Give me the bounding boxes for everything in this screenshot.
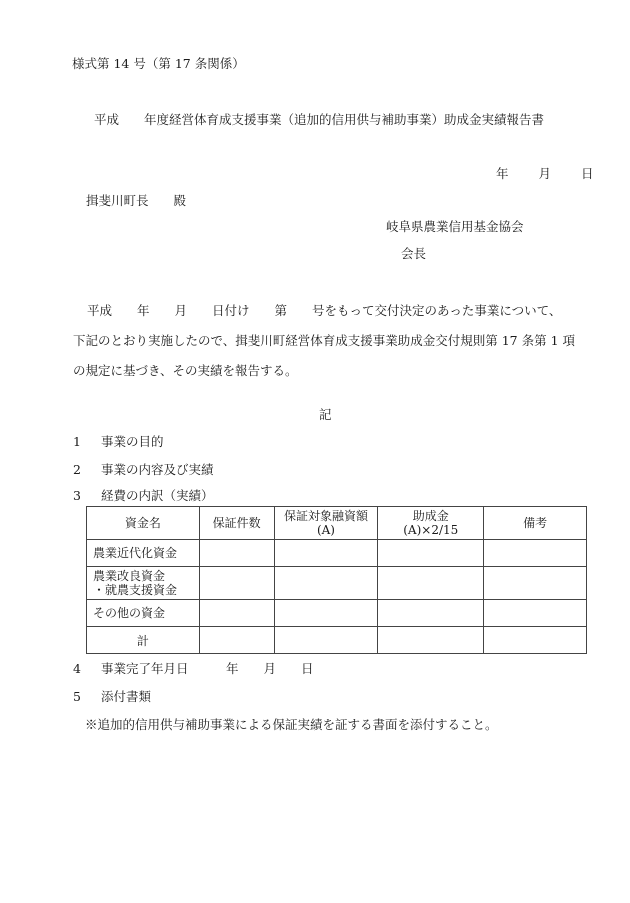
- item-cost-breakdown: [73, 486, 214, 504]
- recipient: 揖斐川町長 殿: [86, 193, 187, 208]
- row-label-line1: 農業改良資金: [93, 569, 166, 583]
- header-target-amount-line1: 保証対象融資額: [283, 509, 368, 523]
- item-number: 2: [73, 462, 81, 477]
- item-number: 1: [73, 434, 81, 449]
- total-label: 計: [87, 627, 200, 654]
- item-label: 添付書類: [101, 689, 152, 704]
- header-subsidy-line2: (A)×2/15: [403, 523, 459, 537]
- date-day: 日: [580, 166, 594, 181]
- item-purpose: [73, 432, 164, 450]
- header-target-amount: [274, 507, 378, 540]
- header-target-amount-line2: (A): [316, 523, 335, 537]
- subsidy-cell[interactable]: [378, 567, 484, 600]
- header-fund-name: 資金名: [87, 507, 200, 540]
- cost-breakdown-table: [86, 506, 587, 654]
- sender-organization: 岐阜県農業信用基金協会: [386, 219, 524, 234]
- row-label: その他の資金: [87, 600, 200, 627]
- header-guarantee-count: 保証件数: [199, 507, 274, 540]
- form-number: 様式第 14 号（第 17 条関係）: [72, 56, 245, 71]
- document-title: 平成 年度経営体育成支援事業（追加的信用供与補助事業）助成金実績報告書: [94, 112, 545, 127]
- guarantee-count-cell[interactable]: [199, 600, 274, 627]
- item-label: 事業完了年月日 年 月 日: [101, 661, 314, 676]
- remarks-cell[interactable]: [484, 600, 587, 627]
- item-label: 事業の内容及び実績: [101, 462, 214, 477]
- sender-position: 会長: [401, 246, 427, 261]
- total-guarantee-count-cell[interactable]: [199, 627, 274, 654]
- header-subsidy-line1: 助成金: [412, 509, 449, 523]
- subsidy-cell[interactable]: [378, 540, 484, 567]
- guarantee-count-cell[interactable]: [199, 567, 274, 600]
- total-target-amount-cell[interactable]: [274, 627, 378, 654]
- total-remarks-cell[interactable]: [484, 627, 587, 654]
- subsidy-cell[interactable]: [378, 600, 484, 627]
- item-completion-date: [73, 659, 314, 677]
- report-date: [492, 164, 594, 182]
- total-subsidy-cell[interactable]: [378, 627, 484, 654]
- table-row: [87, 540, 587, 567]
- table-total-row: [87, 627, 587, 654]
- remarks-cell[interactable]: [484, 567, 587, 600]
- date-year: 年: [495, 166, 509, 181]
- target-amount-cell[interactable]: [274, 567, 378, 600]
- item-number: 5: [73, 689, 81, 704]
- header-subsidy: [378, 507, 484, 540]
- item-number: 3: [73, 488, 81, 503]
- report-body: [73, 296, 593, 386]
- header-remarks: 備考: [484, 507, 587, 540]
- row-label-line2: ・就農支援資金: [93, 583, 178, 597]
- body-line-1: 平成 年 月 日付け 第 号をもって交付決定のあった事業について、: [87, 303, 562, 318]
- row-label: 農業近代化資金: [87, 540, 200, 567]
- item-content: [73, 460, 214, 478]
- table-row: [87, 567, 587, 600]
- item-label: 経費の内訳（実績）: [101, 488, 214, 503]
- remarks-cell[interactable]: [484, 540, 587, 567]
- guarantee-count-cell[interactable]: [199, 540, 274, 567]
- row-label: [87, 567, 200, 600]
- target-amount-cell[interactable]: [274, 540, 378, 567]
- item-attachments: [73, 687, 151, 705]
- item-label: 事業の目的: [101, 434, 164, 449]
- note-heading: 記: [319, 407, 332, 422]
- attachment-note: ※追加的信用供与補助事業による保証実績を証する書面を添付すること。: [85, 717, 498, 732]
- table-row: [87, 600, 587, 627]
- body-line-2: 下記のとおり実施したので、揖斐川町経営体育成支援事業助成金交付規則第 17 条第 1 項: [73, 333, 576, 348]
- body-line-3: の規定に基づき、その実績を報告する。: [73, 363, 298, 378]
- item-number: 4: [73, 661, 81, 676]
- date-month: 月: [538, 166, 551, 181]
- target-amount-cell[interactable]: [274, 600, 378, 627]
